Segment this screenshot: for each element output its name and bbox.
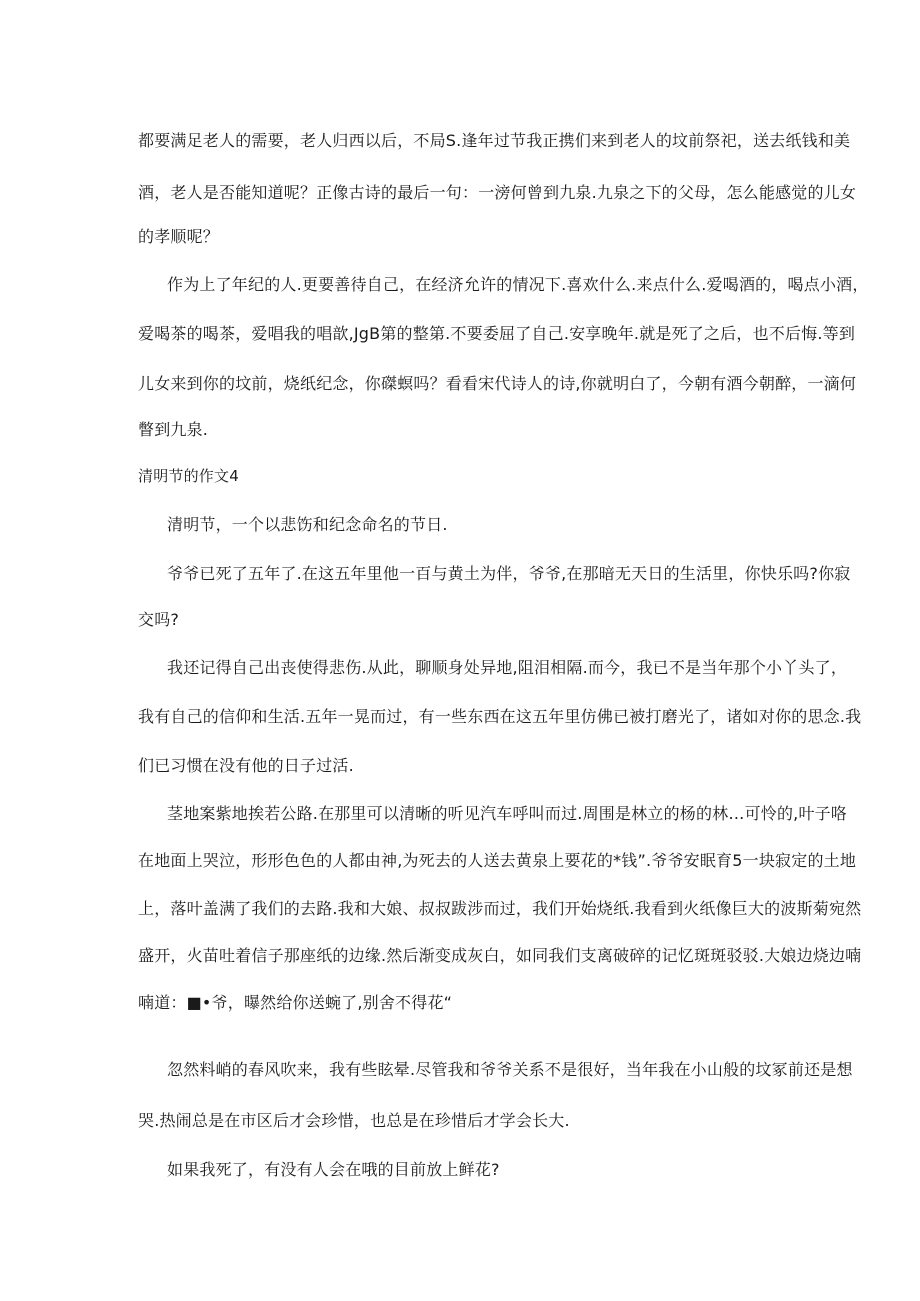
paragraph-line: 忽然料峭的春风吹来，我有些眩晕.尽管我和爷爷关系不是很好，当年我在小山般的坟冢前还是想 (167, 1060, 853, 1079)
paragraph-line: 在地面上哭泣，形形色色的人都由神,为死去的人送去黄泉上要花的*钱”.爷爷安眠育5一块寂定的土地 (138, 851, 857, 870)
paragraph-line: 作为上了年纪的人.更要善待自己，在经济允许的情况下.喜欢什么.来点什么.爱喝酒的，喝点小酒， (167, 275, 869, 294)
paragraph-line: 们已习惯在没有他的日子过活. (138, 756, 354, 775)
paragraph-line: 茎地案紫地挨若公路.在那里可以清晰的听见汽车呼叫而过.周围是林立的杨的林…可怜的,叶子咯 (167, 804, 848, 823)
paragraph-line: 的孝顺呢？ (138, 227, 220, 246)
paragraph-line: 哭.热闹总是在市区后才会珍惜，也总是在珍惜后才学会长大. (138, 1111, 570, 1130)
paragraph-line: 爱喝茶的喝茶，爱唱我的唱歆,JgB第的整第.不要委屈了自己.安享晚年.就是死了之后，也不后悔.等到 (138, 324, 856, 343)
paragraph-line: 上，落叶盖满了我们的去路.我和大娘、叔叔跋涉而过，我们开始烧纸.我看到火纸像巨大的波斯菊宛然 (138, 899, 862, 918)
section-heading: 清明节的作文4 (138, 467, 239, 485)
paragraph-line: 酒，老人是否能知道呢？正像古诗的最后一句：一滂何曾到九泉.九泉之下的父母，怎么能感觉的儿女 (138, 183, 857, 202)
paragraph-line: 清明节，一个以悲饬和纪念命名的节日. (167, 515, 448, 534)
paragraph-line: 交吗? (138, 610, 180, 629)
paragraph-line: 如果我死了，有没有人会在哦的目前放上鲜花? (167, 1160, 500, 1179)
paragraph-line: 盛开，火苗吐着信子那座纸的边缘.然后渐变成灰白，如同我们支离破碎的记忆斑斑驳驳.大娘边烧边喃 (138, 946, 862, 965)
paragraph-line: 我有自己的信仰和生活.五年一晃而过，有一些东西在这五年里仿佛已被打磨光了，诸如对你的思念.我 (138, 707, 862, 726)
paragraph-line: 都要满足老人的需要，老人归西以后，不局S.逢年过节我正携们来到老人的坟前祭祀，送去纸钱和美 (138, 131, 851, 150)
paragraph-line: 爷爷已死了五年了.在这五年里他一百与黄土为伴，爷爷,在那暗无天日的生活里，你快乐吗?你寂 (167, 564, 851, 583)
paragraph-line: 喃道：■•爷，曝然给你送蜿了,别舍不得花“ (138, 993, 453, 1012)
paragraph-line: 瞥到九泉. (138, 420, 209, 439)
paragraph-line: 我还记得自己出丧使得悲伤.从此，聊顺身处异地,阻泪相隔.而今，我已不是当年那个小丫头了， (167, 658, 848, 677)
paragraph-line: 儿女来到你的坟前，烧纸纪念，你磔螟吗？看看宋代诗人的诗,你就明白了，今朝有酒今朝醉，一滴何 (138, 374, 857, 393)
